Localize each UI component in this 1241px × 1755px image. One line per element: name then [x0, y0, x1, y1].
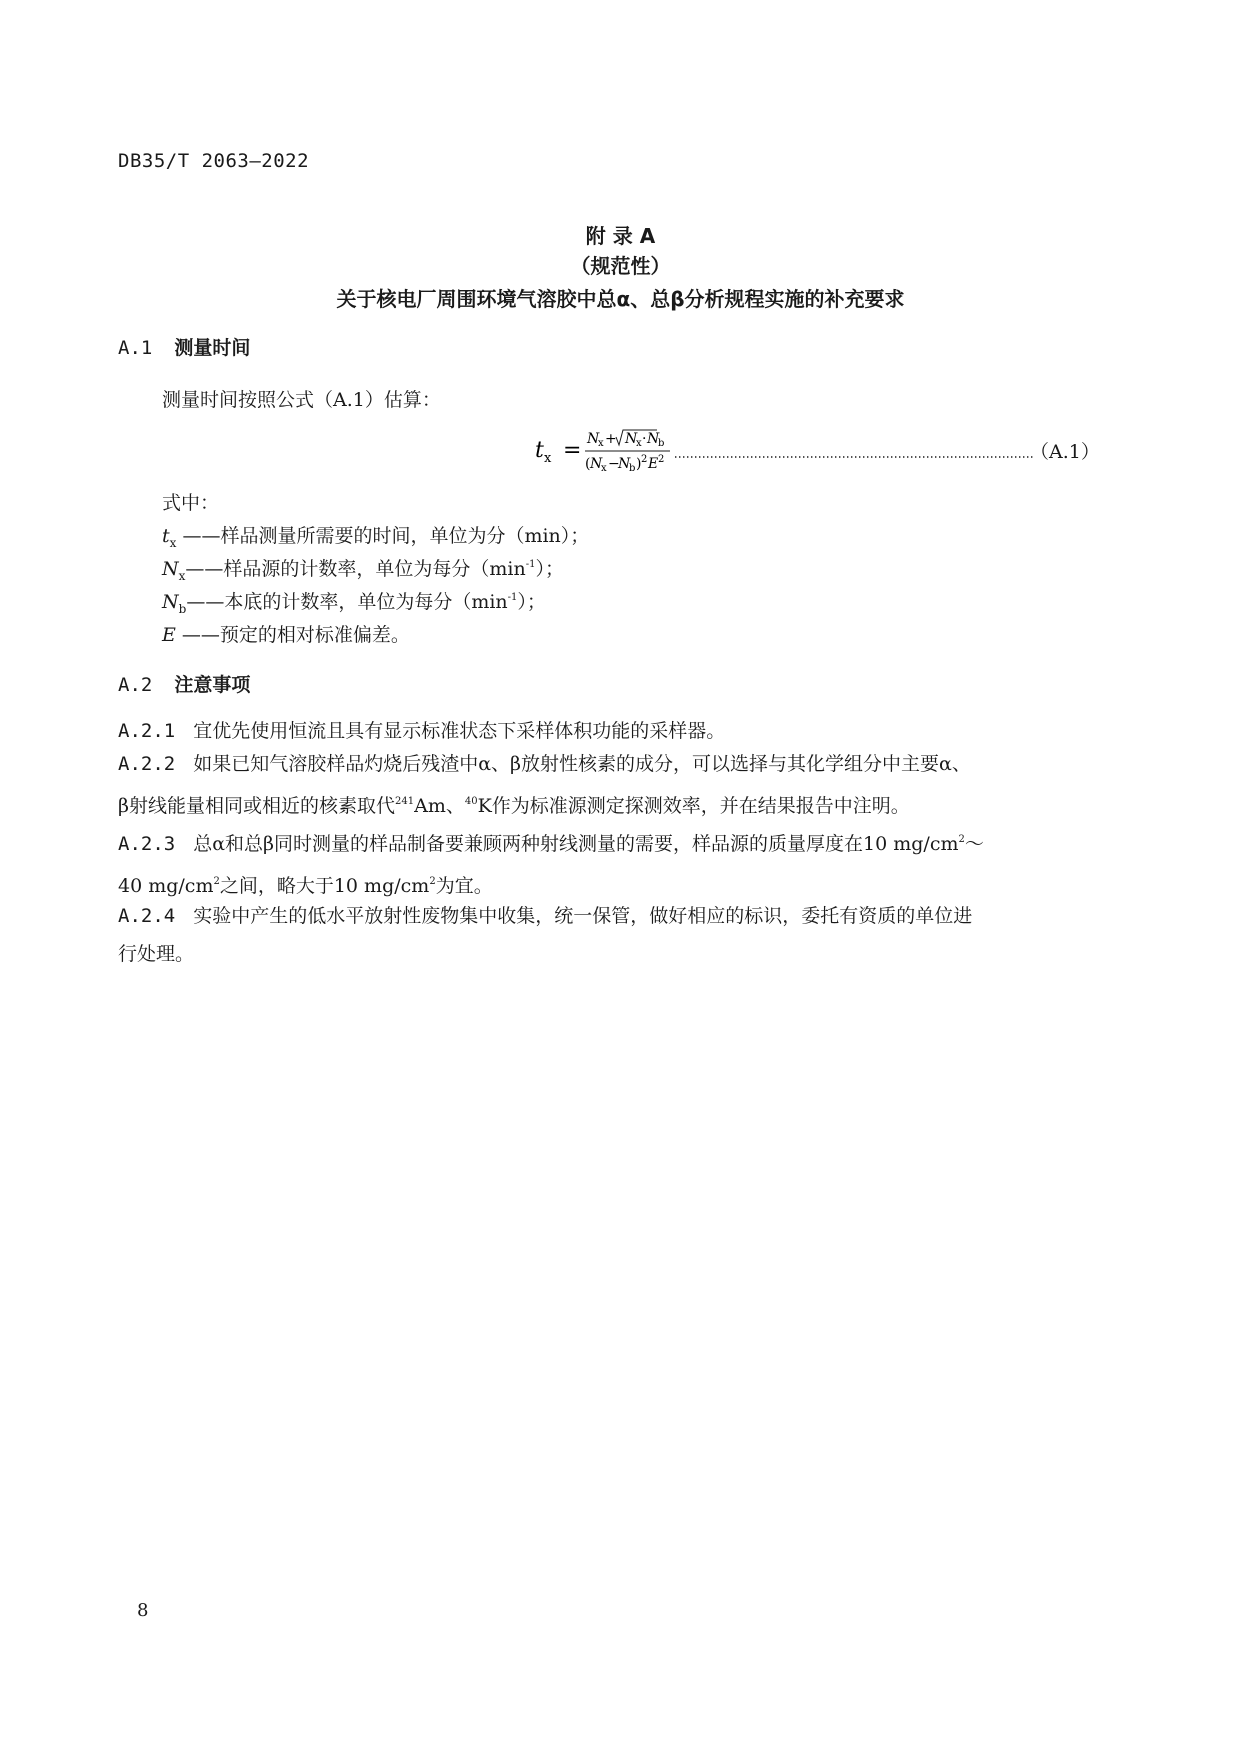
description: ——样品源的计数率，单位为每分（min	[185, 558, 526, 580]
annex-type: （规范性）	[570, 254, 671, 278]
section-number: A.2	[118, 674, 153, 696]
svg-text:·: ·	[642, 431, 647, 447]
svg-text:2: 2	[641, 454, 648, 465]
svg-text:N: N	[625, 431, 638, 447]
isotope-mass: 40	[464, 796, 478, 807]
svg-text:x: x	[601, 463, 607, 474]
description: ——本底的计数率，单位为每分（min	[186, 591, 508, 613]
clause-text: ～	[964, 833, 984, 855]
page-number: 8	[137, 1600, 149, 1621]
svg-text:x: x	[636, 438, 642, 449]
description: ——预定的相对标准偏差。	[175, 624, 410, 646]
symbol: E	[162, 624, 176, 646]
svg-text:t: t	[535, 438, 544, 463]
formula-intro: 测量时间按照公式（A.1）估算：	[162, 389, 441, 411]
clause-text: 40 mg/cm	[118, 875, 214, 897]
svg-text:N: N	[587, 431, 600, 447]
formula-graphic	[535, 425, 1095, 475]
where-item-nx	[162, 554, 564, 583]
section-title: 注意事项	[174, 674, 251, 696]
section-a2-heading	[118, 670, 250, 697]
svg-text:+: +	[605, 431, 617, 447]
clause-a22	[118, 745, 1118, 825]
where-item-nb	[162, 587, 546, 616]
clause-text-tail: K作为标准源测定探测效率，并在结果报告中注明。	[477, 795, 910, 817]
clause-a23	[118, 821, 1118, 905]
svg-text:b: b	[658, 438, 665, 449]
clause-number: A.2.4	[118, 905, 176, 927]
symbol: N	[162, 558, 179, 580]
clause-number: A.2.2	[118, 753, 176, 775]
superscript: 2	[213, 876, 220, 887]
isotope-element: Am、	[414, 795, 465, 817]
clause-text: 实验中产生的低水平放射性废物集中收集，统一保管，做好相应的标识，委托有资质的单位进	[193, 905, 973, 927]
annex-title: 关于核电厂周围环境气溶胶中总α、总β分析规程实施的补充要求	[336, 287, 905, 311]
clause-text: 之间，略大于10 mg/cm	[219, 875, 430, 897]
where-item-e	[162, 620, 410, 647]
clause-text: 如果已知气溶胶样品灼烧后残渣中α、β放射性核素的成分，可以选择与其化学组分中主要α、	[193, 753, 971, 775]
where-label: 式中：	[162, 492, 220, 514]
svg-text:(: (	[585, 456, 591, 472]
description: ——样品测量所需要的时间，单位为分（min）；	[176, 525, 590, 547]
clause-text-line2: β射线能量相同或相近的核素取代	[118, 795, 395, 817]
superscript: -1	[525, 559, 536, 570]
subscript: x	[169, 535, 177, 550]
formula-a1	[535, 425, 1100, 475]
description-tail: ）；	[517, 591, 546, 613]
svg-text:x: x	[598, 438, 604, 449]
document-code: DB35/T 2063—2022	[118, 150, 310, 172]
subscript: x	[178, 568, 186, 583]
symbol: N	[162, 591, 179, 613]
symbol: t	[162, 525, 170, 547]
clause-text: 总α和总β同时测量的样品制备要兼顾两种射线测量的需要，样品源的质量厚度在10 mg/cm	[193, 833, 959, 855]
isotope-mass: 241	[395, 796, 415, 807]
subscript: b	[178, 601, 187, 616]
svg-text:b: b	[629, 463, 636, 474]
svg-text:N: N	[647, 431, 660, 447]
clause-text: 宜优先使用恒流且具有显示标准状态下采样体积功能的采样器。	[193, 720, 726, 742]
formula-number: （A.1）	[1030, 441, 1100, 463]
description-tail: ）；	[535, 558, 565, 580]
section-a1-heading	[118, 333, 250, 360]
svg-text:−: −	[608, 456, 620, 472]
section-title: 测量时间	[174, 337, 251, 359]
section-number: A.1	[118, 337, 153, 359]
svg-text:N: N	[590, 456, 603, 472]
clause-a24	[118, 897, 1118, 973]
superscript: 2	[429, 876, 436, 887]
svg-text:E: E	[648, 456, 659, 472]
superscript: 2	[958, 834, 965, 845]
svg-text:2: 2	[658, 454, 665, 465]
clause-number: A.2.3	[118, 833, 176, 855]
svg-text:x: x	[544, 451, 552, 466]
svg-text:N: N	[618, 456, 631, 472]
where-item-tx	[162, 521, 589, 550]
clause-text: 为宜。	[435, 875, 493, 897]
superscript: -1	[507, 592, 518, 603]
annex-label: 附 录 A	[585, 224, 656, 248]
clause-number: A.2.1	[118, 720, 176, 742]
svg-text:=: =	[563, 438, 582, 463]
clause-text-line2: 行处理。	[118, 943, 195, 965]
svg-text:): )	[636, 456, 642, 472]
